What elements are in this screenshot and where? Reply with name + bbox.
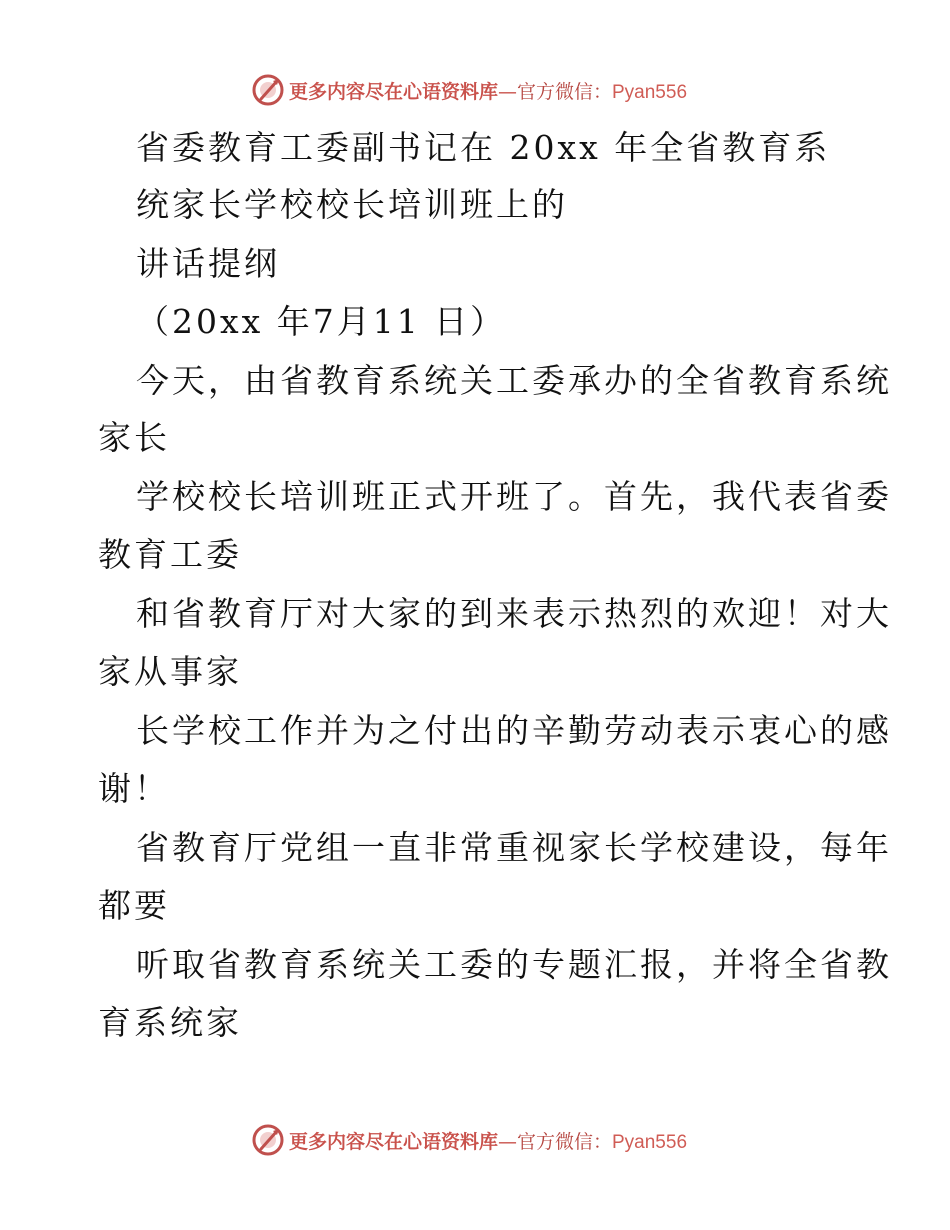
document-date: （20xx 年7月11 日） [136,302,507,341]
watermark-banner-bottom [0,1120,950,1160]
watermark-dash: — [497,80,517,103]
paragraph-line: 都要 [98,886,170,925]
watermark-site: 更多内容尽在心语资料库 [288,1130,498,1153]
paragraph-line: 今天，由省教育系统关工委承办的全省教育系统 [136,361,892,400]
watermark-text [289,77,687,104]
paragraph-line: 教育工委 [98,535,242,574]
paragraph-line: 学校校长培训班正式开班了。首先，我代表省委 [136,477,892,516]
document-title-line-2: 统家长学校校长培训班上的 [136,185,568,224]
paragraph-line: 育系统家 [98,1003,242,1042]
logo-icon [251,73,285,107]
paragraph-line: 谢！ [98,769,170,808]
paragraph-line: 和省教育厅对大家的到来表示热烈的欢迎！对大 [136,594,892,633]
paragraph-line: 长学校工作并为之付出的辛勤劳动表示衷心的感 [136,711,892,750]
watermark-wechat-id: Pyan556 [612,81,688,103]
logo-icon [251,1123,285,1157]
watermark-wechat-id: Pyan556 [612,1131,688,1153]
watermark-dash: — [497,1130,517,1153]
watermark-wechat-label: 官方微信： [516,1130,612,1153]
paragraph-line: 家长 [98,418,170,457]
watermark-text [289,1127,687,1154]
paragraph-line: 省教育厅党组一直非常重视家长学校建设，每年 [136,828,892,867]
document-title-line-1: 省委教育工委副书记在 20xx 年全省教育系 [136,128,831,167]
watermark-wechat-label: 官方微信： [516,80,612,103]
paragraph-line: 家从事家 [98,652,242,691]
watermark-banner-top [0,70,950,110]
watermark-site: 更多内容尽在心语资料库 [288,80,498,103]
document-title-line-3: 讲话提纲 [136,244,280,283]
paragraph-line: 听取省教育系统关工委的专题汇报，并将全省教 [136,945,892,984]
